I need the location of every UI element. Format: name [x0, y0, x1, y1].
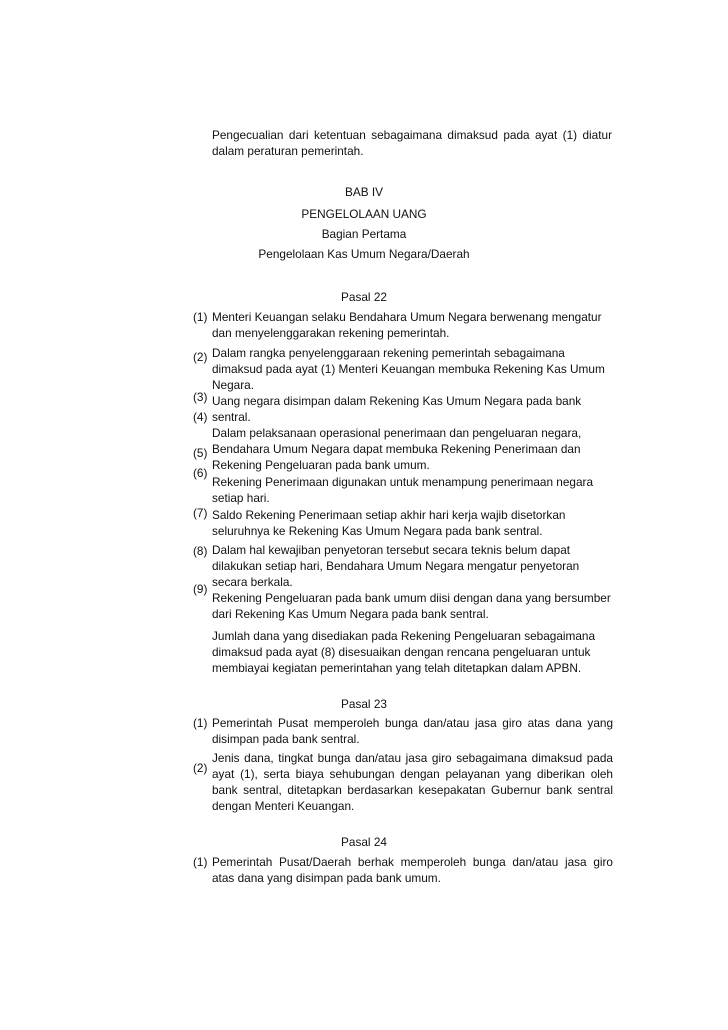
part-label: Bagian Pertama — [321, 227, 407, 241]
pasal-22-paragraph: Dalam hal kewajiban penyetoran tersebut secara teknis belum dapat dilakukan setiap hari, Bendahara Umum Negara mengatur penyetoran secara berkala. — [212, 543, 580, 589]
pasal-22-number: (3) — [193, 390, 208, 404]
chapter-title: PENGELOLAAN UANG — [301, 207, 427, 221]
pasal-24-number: (1) — [193, 855, 208, 869]
pasal-23-number: (2) — [193, 761, 208, 775]
pasal-22-number: (8) — [193, 544, 208, 558]
pasal-24-paragraph: Pemerintah Pusat/Daerah berhak memperoleh bunga dan/atau jasa giro atas dana yang disimpan pada bank umum. — [212, 855, 613, 885]
pasal-22-number: (2) — [193, 350, 208, 364]
pasal-22-paragraph: Rekening Pengeluaran pada bank umum diisi dengan dana yang bersumber dari Rekening Kas Umum Negara pada bank sentral. — [212, 591, 611, 621]
part-title: Pengelolaan Kas Umum Negara/Daerah — [258, 247, 470, 261]
pasal-22-number: (7) — [193, 506, 208, 520]
pasal-22-paragraph: Dalam rangka penyelenggaraan rekening pemerintah sebagaimana dimaksud pada ayat (1) Menteri Keuangan membuka Rekening Kas Umum Negara. — [212, 346, 605, 392]
intro-paragraph: Pengecualian dari ketentuan sebagaimana dimaksud pada ayat (1) diatur dalam peraturan pemerintah. — [212, 128, 612, 158]
pasal-23-paragraph: Pemerintah Pusat memperoleh bunga dan/atau jasa giro atas dana yang disimpan pada bank sentral. — [212, 716, 613, 746]
pasal-22-number: (4) — [193, 410, 208, 424]
pasal-22-paragraph: Saldo Rekening Penerimaan setiap akhir hari kerja wajib disetorkan seluruhnya ke Rekening Kas Umum Negara pada bank sentral. — [212, 508, 566, 538]
pasal-22-number: (5) — [193, 446, 208, 460]
pasal-22-paragraph: Dalam pelaksanaan operasional penerimaan dan pengeluaran negara, Bendahara Umum Negara dapat membuka Rekening Penerimaan dan Rekening Pengeluaran pada bank umum. — [212, 426, 582, 472]
pasal-22-paragraph: Menteri Keuangan selaku Bendahara Umum Negara berwenang mengatur dan menyelenggarakan rekening pemerintah. — [212, 310, 602, 340]
pasal-23-paragraph: Jenis dana, tingkat bunga dan/atau jasa giro sebagaimana dimaksud pada ayat (1), serta biaya sehubungan dengan pelayanan yang diberikan oleh bank sentral, ditetapkan berdasarkan kesepakatan Gubernur bank sentral dengan Menteri Keuangan. — [212, 751, 613, 813]
chapter-number: BAB IV — [344, 185, 384, 199]
pasal-22-number: (9) — [193, 582, 208, 596]
pasal-22-paragraph: Rekening Penerimaan digunakan untuk menampung penerimaan negara setiap hari. — [212, 475, 594, 505]
pasal-22-number: (1) — [193, 310, 208, 324]
pasal-22-heading: Pasal 22 — [341, 290, 387, 304]
pasal-22-paragraph: Uang negara disimpan dalam Rekening Kas Umum Negara pada bank sentral. — [212, 394, 582, 424]
pasal-23-number: (1) — [193, 716, 208, 730]
pasal-22-paragraph: Jumlah dana yang disediakan pada Rekening Pengeluaran sebagaimana dimaksud pada ayat (8) disesuaikan dengan rencana pengeluaran untuk membiayai kegiatan pemerintahan yang telah ditetapkan dalam APBN. — [212, 629, 596, 675]
pasal-24-heading: Pasal 24 — [341, 835, 387, 849]
pasal-22-number: (6) — [193, 466, 208, 480]
pasal-23-heading: Pasal 23 — [341, 697, 387, 711]
